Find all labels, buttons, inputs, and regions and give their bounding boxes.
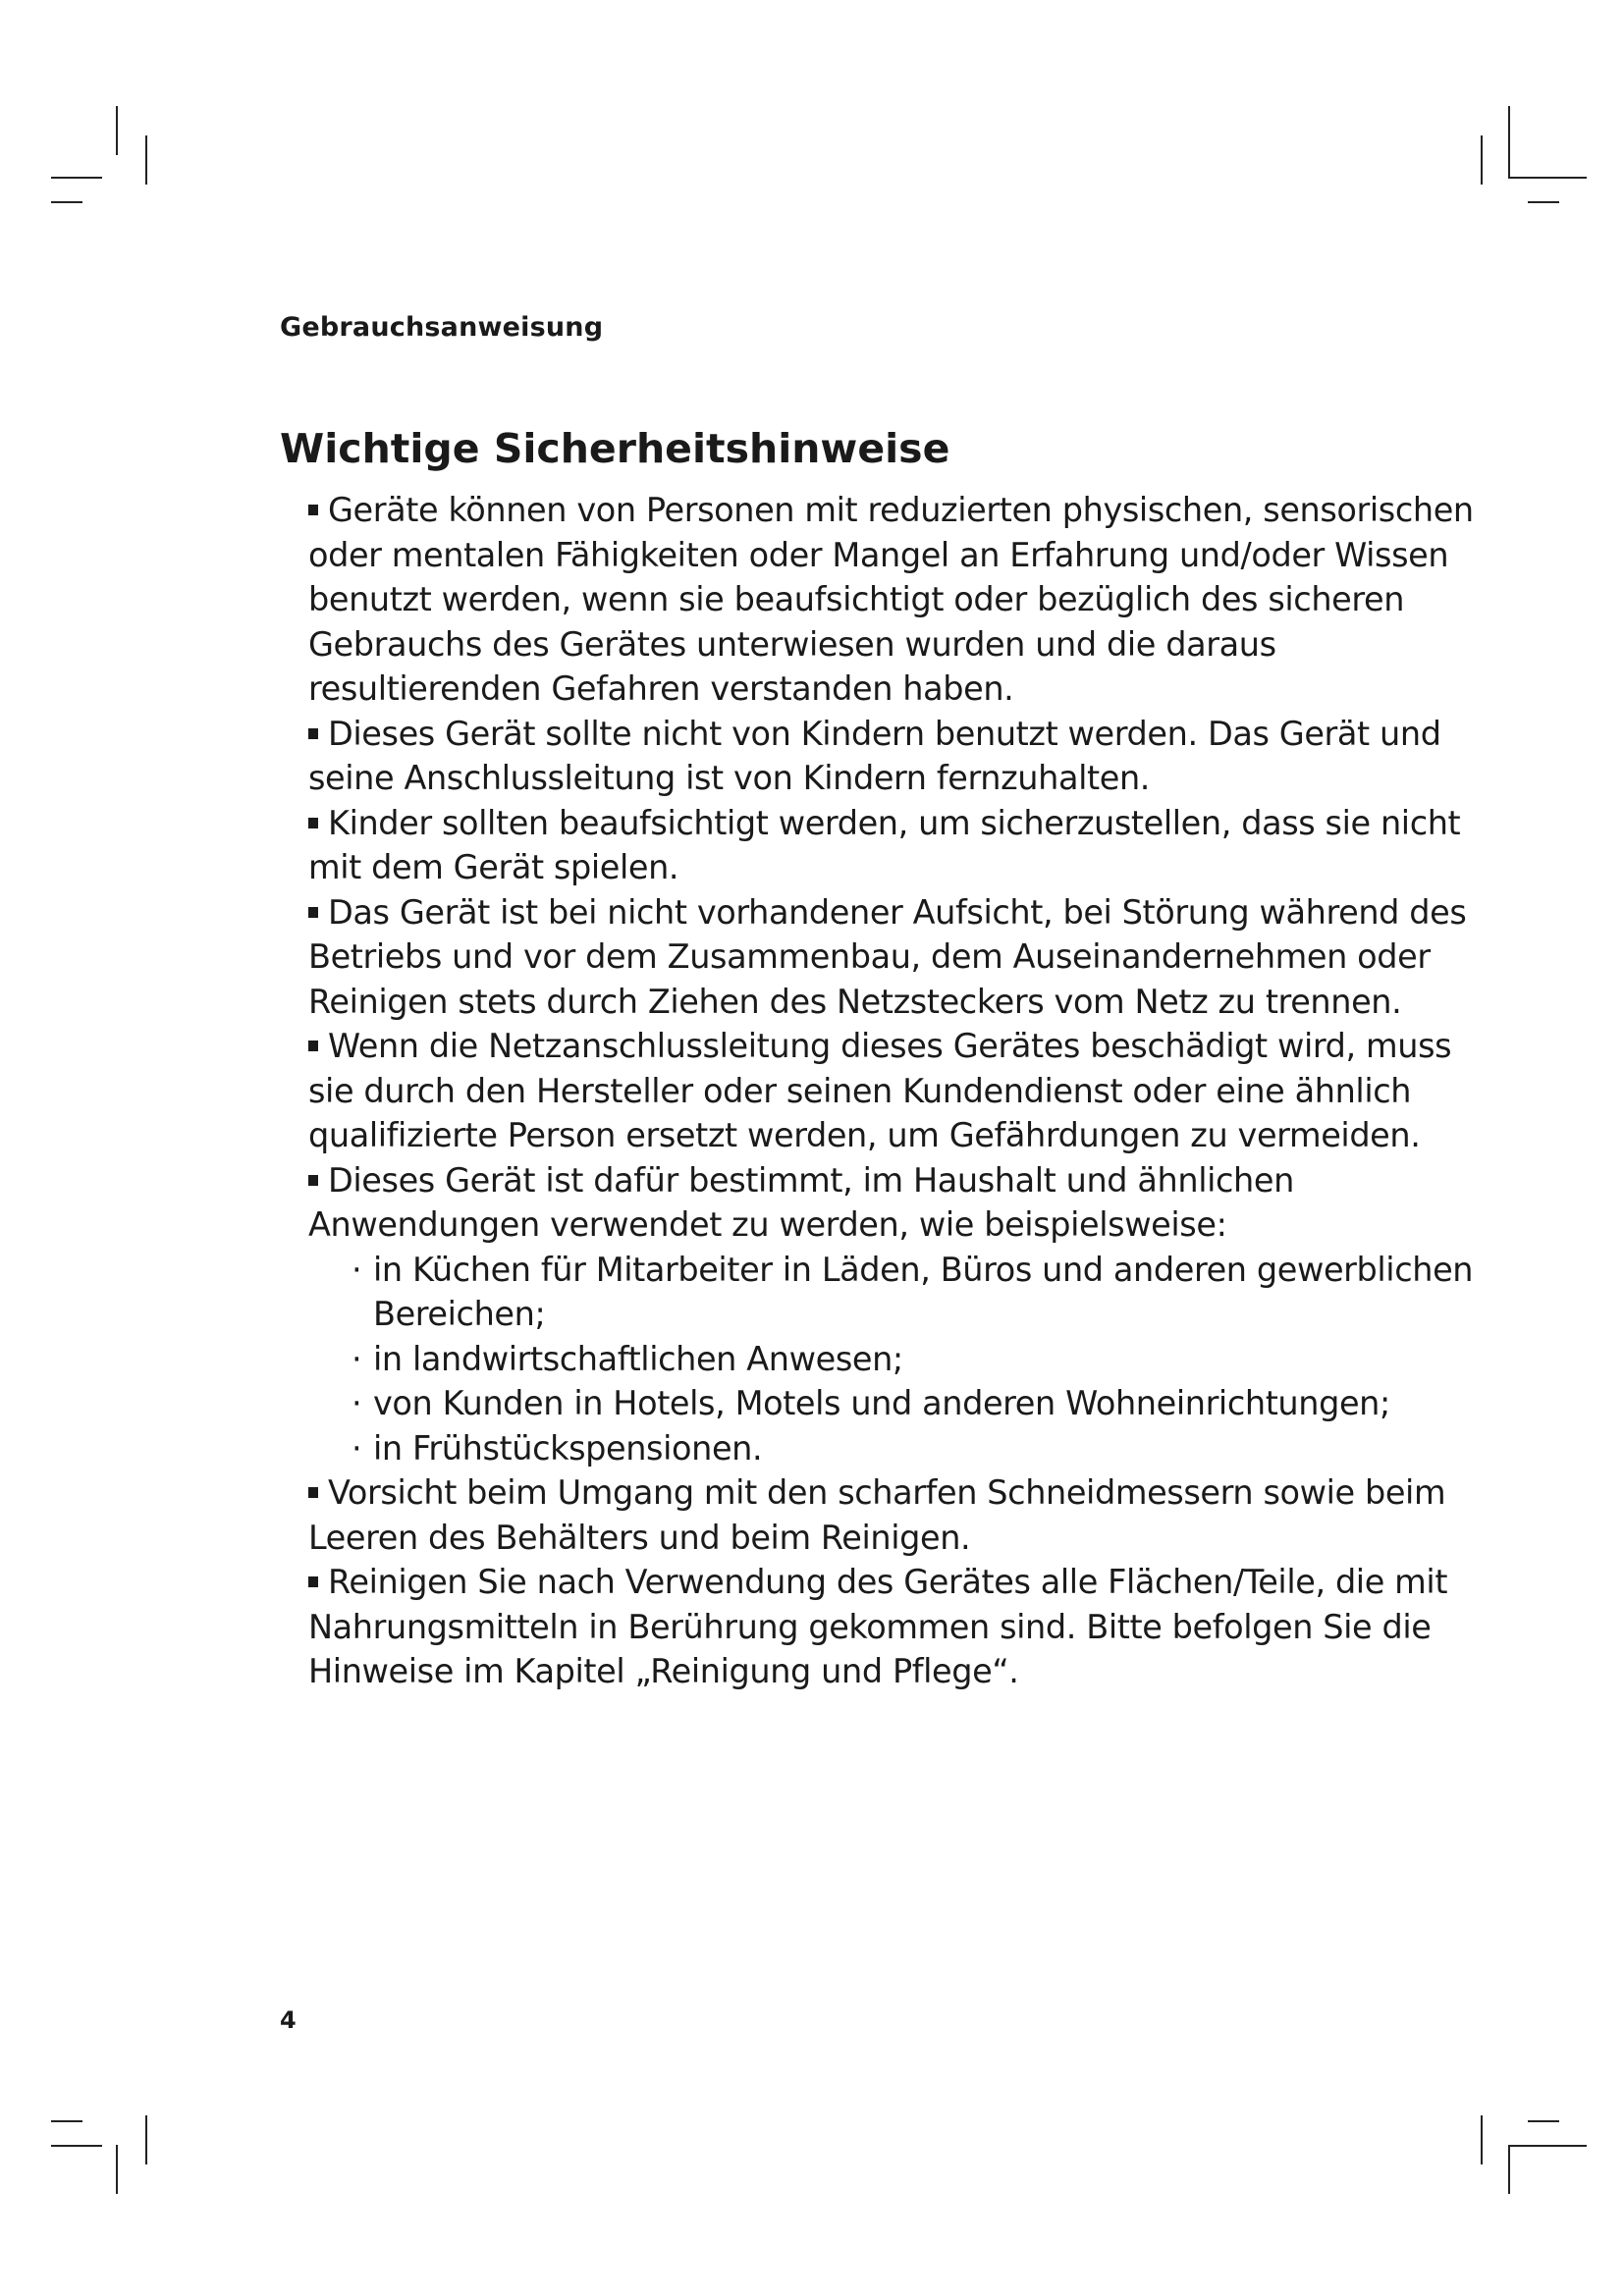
crop-mark xyxy=(1481,2115,1483,2164)
crop-mark xyxy=(1528,201,1559,203)
list-item xyxy=(308,801,1487,890)
safety-instructions xyxy=(308,488,1487,1694)
crop-mark xyxy=(1508,2145,1587,2147)
dot-bullet-icon: · xyxy=(352,1428,362,1468)
list-item-text: Kinder sollten beaufsichtigt werden, um sicherzustellen, dass sie nicht mit dem Gerät spielen. xyxy=(308,803,1461,886)
square-bullet-icon xyxy=(308,728,318,739)
sub-list-item-text: in landwirtschaftlichen Anwesen; xyxy=(373,1339,903,1378)
list-item xyxy=(308,488,1487,712)
dot-bullet-icon: · xyxy=(352,1384,362,1422)
square-bullet-icon xyxy=(308,818,318,828)
sub-list-item-text: in Frühstückspensionen. xyxy=(373,1428,763,1468)
section-title: Wichtige Sicherheitshinweise xyxy=(280,425,950,472)
crop-mark xyxy=(1508,177,1587,179)
crop-mark xyxy=(51,177,102,179)
square-bullet-icon xyxy=(308,907,318,918)
page-number: 4 xyxy=(280,2006,297,2034)
list-item-text: Reinigen Sie nach Verwendung des Gerätes alle Flächen/Teile, die mit Nahrungsmitteln in Berührung gekommen sind. Bitte befolgen Sie die Hinweise im Kapitel „Reinigung und Pflege“. xyxy=(308,1563,1448,1690)
list-item xyxy=(308,890,1487,1025)
list-item-text: Das Gerät ist bei nicht vorhandener Aufsicht, bei Störung während des Betriebs und vor dem Zusammenbau, dem Auseinandernehmen oder Reinigen stets durch Ziehen des Netzsteckers vom Netz zu trennen. xyxy=(308,892,1467,1021)
crop-mark xyxy=(145,135,147,185)
crop-mark xyxy=(51,2120,82,2122)
sub-list-item xyxy=(352,1381,1487,1426)
list-item xyxy=(308,1560,1487,1694)
list-item-text: Dieses Gerät ist dafür bestimmt, im Haushalt und ähnlichen Anwendungen verwendet zu werden, wie beispielsweise: xyxy=(308,1160,1294,1244)
sub-list-item-text: von Kunden in Hotels, Motels und anderen Wohneinrichtungen; xyxy=(373,1384,1390,1422)
crop-mark xyxy=(51,201,82,203)
sub-list-item-text: in Küchen für Mitarbeiter in Läden, Büros und anderen gewerblichen Bereichen; xyxy=(373,1250,1474,1333)
square-bullet-icon xyxy=(308,1487,318,1498)
crop-mark xyxy=(1528,2120,1559,2122)
crop-mark xyxy=(116,2145,118,2194)
square-bullet-icon xyxy=(308,505,318,515)
square-bullet-icon xyxy=(308,1175,318,1186)
list-item xyxy=(308,1024,1487,1158)
crop-mark xyxy=(1508,106,1510,177)
square-bullet-icon xyxy=(308,1041,318,1051)
square-bullet-icon xyxy=(308,1576,318,1587)
dot-bullet-icon: · xyxy=(352,1339,362,1378)
crop-mark xyxy=(1508,2145,1510,2194)
crop-mark xyxy=(145,2115,147,2164)
list-item xyxy=(308,1470,1487,1560)
sub-list-item xyxy=(352,1426,1487,1471)
list-item-text: Wenn die Netzanschlussleitung dieses Gerätes beschädigt wird, muss sie durch den Hersteller oder seinen Kundendienst oder eine ähnlich qualifizierte Person ersetzt werden, um Gefährdungen zu vermeiden. xyxy=(308,1027,1452,1154)
sub-list-item xyxy=(352,1248,1487,1337)
crop-mark xyxy=(1481,135,1483,185)
crop-mark xyxy=(51,2145,102,2147)
list-item xyxy=(308,1158,1487,1248)
running-head: Gebrauchsanweisung xyxy=(280,312,604,343)
list-item xyxy=(308,712,1487,801)
dot-bullet-icon: · xyxy=(352,1250,362,1289)
sub-list-item xyxy=(352,1337,1487,1382)
list-item-text: Geräte können von Personen mit reduzierten physischen, sensorischen oder mentalen Fähigkeiten oder Mangel an Erfahrung und/oder Wissen benutzt werden, wenn sie beaufsichtigt oder bezüglich des sicheren Gebrauchs des Gerätes unterwiesen wurden und die daraus resultierenden Gefahren verstanden haben. xyxy=(308,491,1474,708)
list-item-text: Vorsicht beim Umgang mit den scharfen Schneidmessern sowie beim Leeren des Behälters und beim Reinigen. xyxy=(308,1473,1446,1557)
crop-mark xyxy=(116,106,118,155)
list-item-text: Dieses Gerät sollte nicht von Kindern benutzt werden. Das Gerät und seine Anschlussleitung ist von Kindern fernzuhalten. xyxy=(308,714,1441,797)
